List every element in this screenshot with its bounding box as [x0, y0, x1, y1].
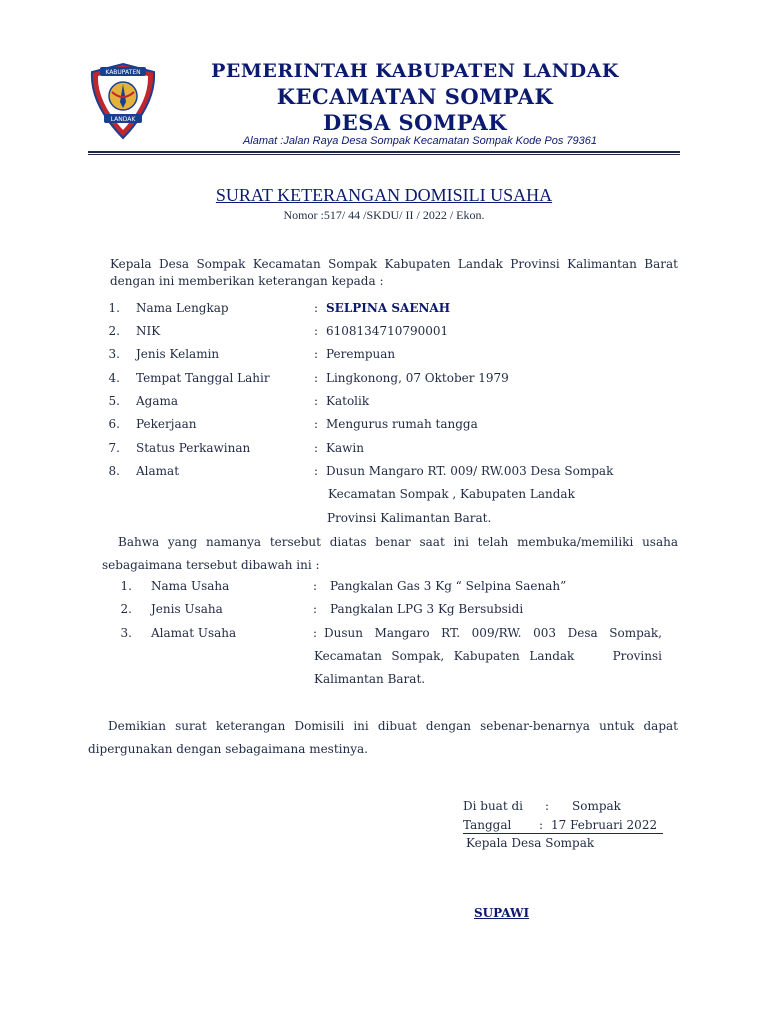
business-row — [112, 626, 672, 644]
row-value: Dusun Mangaro RT. 009/RW. 003 Desa Sompak, — [324, 626, 662, 640]
row-colon: : — [314, 464, 319, 478]
row-label: Nama Lengkap — [136, 301, 229, 315]
business-row — [112, 602, 672, 620]
statement-line-2: sebagaimana tersebut dibawah ini : — [102, 558, 320, 572]
person-row — [100, 371, 700, 389]
row-colon: : — [313, 626, 318, 640]
row-number: 3. — [120, 626, 132, 640]
document-title: SURAT KETERANGAN DOMISILI USAHA — [215, 185, 553, 205]
person-row — [100, 394, 700, 412]
business-row — [112, 579, 672, 597]
row-label: NIK — [136, 324, 161, 338]
row-number: 6. — [108, 417, 120, 431]
signatory-name: SUPAWI — [474, 906, 530, 920]
row-value: Katolik — [326, 394, 370, 408]
row-value: Pangkalan Gas 3 Kg “ Selpina Saenah” — [330, 579, 567, 593]
person-row — [100, 324, 700, 342]
document-number: Nomor :517/ 44 /SKDU/ II / 2022 / Ekon. — [283, 208, 485, 222]
row-value: Perempuan — [326, 347, 396, 361]
row-label: Status Perkawinan — [136, 441, 251, 455]
signature-date — [463, 818, 663, 836]
statement-line-1: Bahwa yang namanya tersebut diatas benar saat ini telah membuka/memiliki usaha — [118, 535, 678, 549]
row-number: 4. — [108, 371, 120, 385]
row-number: 8. — [108, 464, 120, 478]
person-row — [100, 441, 700, 459]
date-value: 17 Februari 2022 — [551, 818, 658, 832]
header-rule-thin — [88, 154, 680, 155]
date-label: Tanggal — [463, 818, 512, 832]
date-colon: : — [539, 818, 544, 832]
row-number: 1. — [108, 301, 120, 315]
place-value: Sompak — [572, 799, 621, 813]
closing-line-2: dipergunakan dengan sebagaimana mestinya. — [88, 742, 368, 756]
row-colon: : — [313, 602, 318, 616]
person-row — [100, 347, 700, 365]
business-address-continuation — [112, 649, 672, 667]
date-underline — [463, 833, 663, 834]
row-label: Agama — [136, 394, 179, 408]
address-line: Provinsi Kalimantan Barat. — [327, 511, 492, 525]
row-number: 5. — [108, 394, 120, 408]
row-colon: : — [314, 324, 319, 338]
row-label: Nama Usaha — [151, 579, 230, 593]
row-label: Tempat Tanggal Lahir — [136, 371, 270, 385]
header-line-2: KECAMATAN SOMPAK — [276, 84, 554, 109]
row-label: Pekerjaan — [136, 417, 197, 431]
row-colon: : — [314, 301, 319, 315]
person-row — [100, 464, 700, 482]
row-label: Alamat Usaha — [151, 626, 237, 640]
address-continuation — [100, 487, 700, 505]
header-line-3: DESA SOMPAK — [323, 110, 507, 135]
kabupaten-landak-logo — [88, 62, 158, 140]
row-value: Mengurus rumah tangga — [326, 417, 478, 431]
row-label: Alamat — [136, 464, 180, 478]
row-value: Dusun Mangaro RT. 009/ RW.003 Desa Sompak — [326, 464, 614, 478]
business-address-continuation — [112, 672, 672, 690]
row-number: 3. — [108, 347, 120, 361]
signature-place — [463, 799, 683, 817]
row-value: 6108134710790001 — [326, 324, 449, 338]
row-colon: : — [314, 441, 319, 455]
place-label: Di buat di — [463, 799, 523, 813]
row-number: 7. — [108, 441, 120, 455]
row-colon: : — [314, 417, 319, 431]
row-colon: : — [314, 347, 319, 361]
row-number: 1. — [120, 579, 132, 593]
row-value: Kawin — [326, 441, 364, 455]
person-row — [100, 301, 700, 319]
address-line: Kecamatan Sompak , Kabupaten Landak — [328, 487, 575, 501]
person-row — [100, 417, 700, 435]
row-colon: : — [314, 371, 319, 385]
business-address-line: Kecamatan Sompak, Kabupaten Landak Provinsi — [314, 649, 662, 663]
header-rule — [88, 151, 680, 153]
logo-bottom-text: LANDAK — [110, 116, 136, 123]
row-label: Jenis Kelamin — [136, 347, 220, 361]
header-address: Alamat :Jalan Raya Desa Sompak Kecamatan Sompak Kode Pos 79361 — [242, 135, 598, 147]
signature-position: Kepala Desa Sompak — [466, 836, 595, 850]
address-continuation — [100, 511, 700, 529]
place-colon: : — [545, 799, 550, 813]
row-colon: : — [313, 579, 318, 593]
row-value: Lingkonong, 07 Oktober 1979 — [326, 371, 509, 385]
intro-line-1: Kepala Desa Sompak Kecamatan Sompak Kabupaten Landak Provinsi Kalimantan Barat — [110, 257, 678, 271]
row-number: 2. — [120, 602, 132, 616]
row-colon: : — [314, 394, 319, 408]
full-name-value: SELPINA SAENAH — [326, 301, 451, 315]
row-number: 2. — [108, 324, 120, 338]
business-address-line: Kalimantan Barat. — [314, 672, 426, 686]
intro-line-2: dengan ini memberikan keterangan kepada : — [110, 274, 384, 288]
closing-line-1: Demikian surat keterangan Domisili ini dibuat dengan sebenar-benarnya untuk dapat — [108, 719, 678, 733]
row-label: Jenis Usaha — [151, 602, 223, 616]
header-line-1: PEMERINTAH KABUPATEN LANDAK — [211, 60, 619, 82]
logo-top-text: KABUPATEN — [105, 69, 141, 76]
row-value: Pangkalan LPG 3 Kg Bersubsidi — [330, 602, 524, 616]
